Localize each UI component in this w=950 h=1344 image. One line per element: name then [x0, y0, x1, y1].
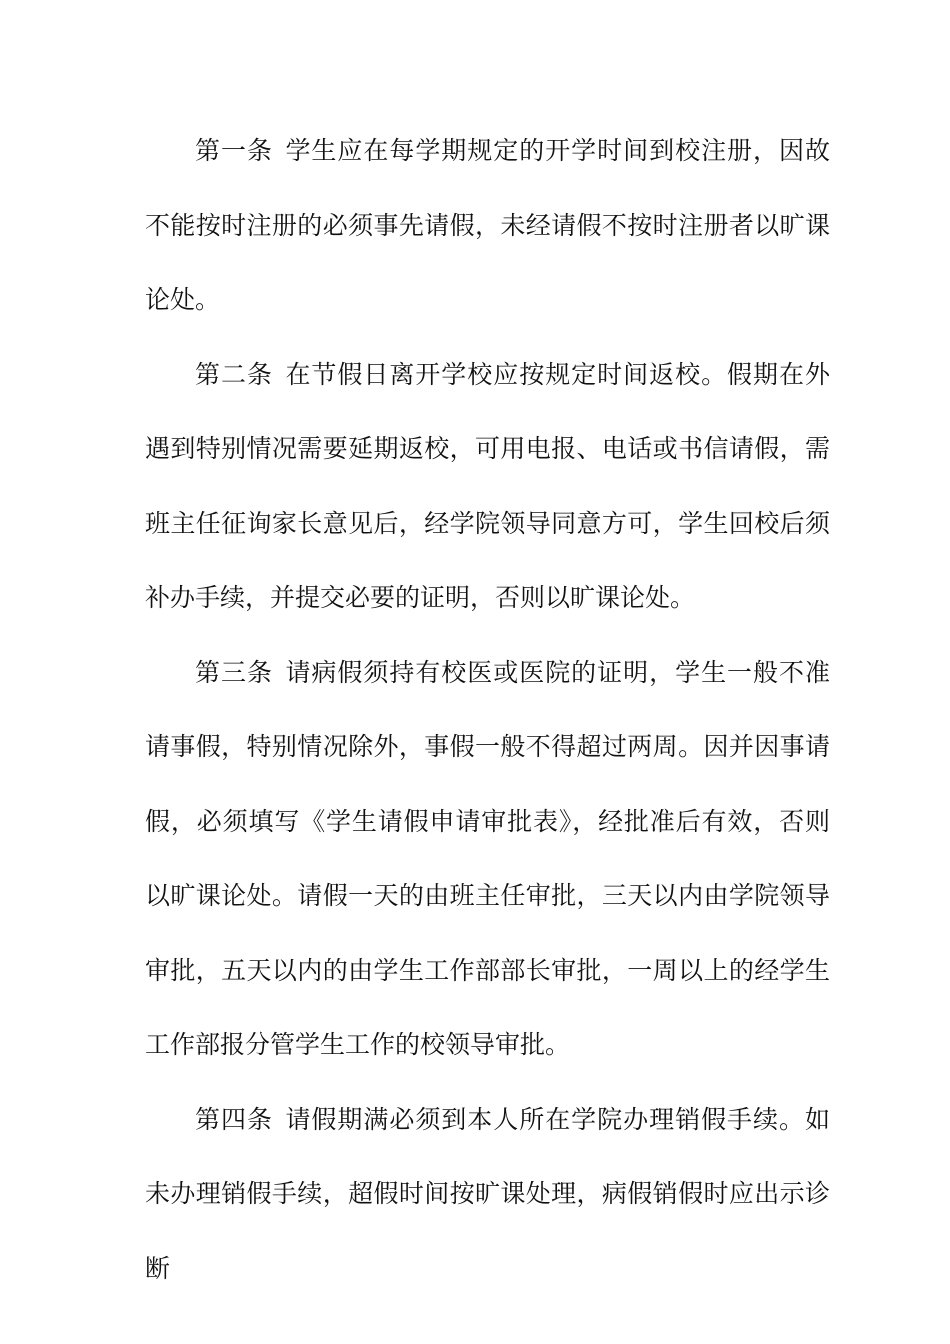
article-1-paragraph	[145, 114, 830, 338]
article-4-number: 第四条	[195, 1104, 273, 1134]
article-2-text: 在节假日离开学校应按规定时间返校。假期在外遇到特别情况需要延期返校，可用电报、电话或书信请假，需班主任征询家长意见后，经学院领导同意方可，学生回校后须补办手续，并提交必要的证明，否则以旷课论处。	[145, 359, 830, 612]
article-1-text: 学生应在每学期规定的开学时间到校注册，因故不能按时注册的必须事先请假，未经请假不按时注册者以旷课论处。	[145, 136, 830, 314]
article-3-text: 请病假须持有校医或医院的证明，学生一般不准请事假，特别情况除外，事假一般不得超过两周。因并因事请假，必须填写《学生请假申请审批表》，经批准后有效，否则以旷课论处。请假一天的由班主任审批，三天以内由学院领导审批，五天以内的由学生工作部部长审批，一周以上的经学生工作部报分管学生工作的校领导审批。	[145, 657, 830, 1059]
article-4-text: 请假期满必须到本人所在学院办理销假手续。如未办理销假手续，超假时间按旷课处理，病假销假时应出示诊断	[145, 1104, 830, 1283]
article-1-number: 第一条	[195, 136, 273, 165]
article-3-paragraph	[145, 636, 830, 1083]
article-3-number: 第三条	[195, 657, 273, 687]
document-body	[145, 114, 830, 1306]
article-2-paragraph	[145, 338, 830, 636]
article-4-paragraph	[145, 1083, 830, 1307]
article-2-number: 第二条	[195, 359, 273, 389]
